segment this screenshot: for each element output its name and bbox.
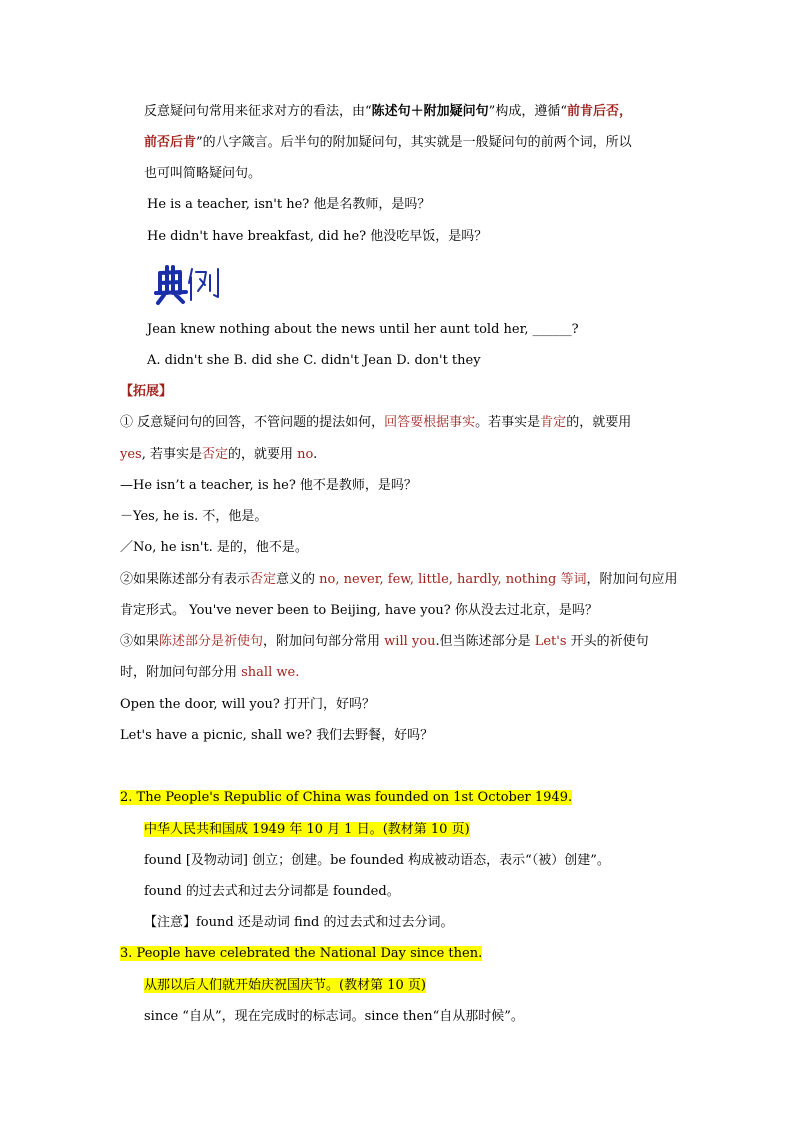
intro-text: 反意疑问句常用来征求对方的看法，由“: [144, 104, 372, 119]
rule-text: 时，附加问句部分用: [120, 665, 242, 680]
rule-text: ① 反意疑问句的回答，不管问题的提法如何，: [120, 415, 385, 430]
rule-emphasis: 否定: [250, 572, 277, 587]
expand-title: 【拓展】: [120, 384, 173, 399]
expand-rule-1: [120, 414, 631, 432]
example-line-2: Let's have a picnic, shall we? 我们去野餐，好吗？: [120, 728, 434, 743]
expand-rule-2-cont: 肯定形式。 You've never been to Beijing, have you? 你从没去过北京，是吗？: [120, 603, 598, 618]
rule-emphasis: yes: [120, 447, 142, 462]
intro-example-1: He is a teacher, isn't he? 他是名教师，是吗？: [147, 197, 431, 212]
rule-text: 开头的祈使句: [566, 634, 649, 649]
rule-emphasis: 否定: [201, 447, 228, 462]
rule-text: 的，就要用: [566, 415, 632, 430]
intro-line-1: [144, 103, 632, 121]
rule-text: ③如果: [120, 634, 160, 649]
rule-text: ②如果陈述部分有表示: [120, 572, 251, 587]
highlighted-translation: 中华人民共和国成 1949 年 10 月 1 日。(教材第 10 页): [144, 822, 470, 837]
rule-text: 。若事实是: [475, 415, 541, 430]
rule-text: 意义的: [276, 572, 320, 587]
expand-rule-1-cont: [120, 446, 317, 464]
expand-rule-3: [120, 633, 649, 651]
dialog-line-2: －Yes, he is. 不，他是。: [120, 509, 268, 524]
sample-logo-icon: [152, 263, 228, 305]
intro-rule: 前否后肯: [144, 135, 197, 150]
item-2-note-2: found 的过去式和过去分词都是 founded。: [144, 884, 400, 899]
rule-text: .但当陈述部分是: [435, 634, 535, 649]
expand-rule-3-cont: [120, 664, 299, 682]
rule-emphasis: will you: [384, 634, 436, 649]
rule-text: .: [313, 447, 318, 462]
intro-rule: 前肯后否，: [566, 104, 632, 119]
rule-text: , 若事实是: [141, 447, 202, 462]
expand-rule-2: [120, 571, 678, 589]
item-2-sentence: [120, 789, 572, 807]
intro-text: ”构成，遵循“: [488, 104, 567, 119]
intro-line-2: [144, 134, 632, 152]
question-options: A. didn't she B. did she C. didn't Jean D. don't they: [147, 353, 481, 368]
intro-line-3: 也可叫简略疑问句。: [144, 166, 262, 181]
item-2-note-3: 【注意】found 还是动词 find 的过去式和过去分词。: [144, 915, 454, 930]
item-2-note-1: found [及物动词] 创立；创建。be founded 构成被动语态，表示“（被）创建”。: [144, 853, 610, 868]
rule-text: 的，就要用: [228, 447, 298, 462]
dialog-line-3: ／No, he isn't. 是的，他不是。: [120, 540, 308, 555]
rule-text: ，附加问句部分常用: [263, 634, 385, 649]
rule-emphasis: no: [297, 447, 314, 462]
intro-text: ”的八字箴言。后半句的附加疑问句，其实就是一般疑问句的前两个词，所以: [196, 135, 632, 150]
rule-emphasis: no, never, few, little, hardly, nothing 等词: [319, 572, 587, 587]
highlighted-sentence: 2. The People's Republic of China was founded on 1st October 1949.: [120, 790, 573, 805]
question-stem: Jean knew nothing about the news until her aunt told her, ______?: [147, 322, 579, 337]
rule-emphasis: 回答要根据事实: [384, 415, 476, 430]
item-3-sentence: [120, 945, 482, 963]
item-3-note-1: since “自从”，现在完成时的标志词。since then“自从那时候”。: [144, 1009, 524, 1024]
rule-text: ，附加问句应用: [586, 572, 678, 587]
highlighted-sentence: 3. People have celebrated the National Day since then.: [120, 946, 483, 961]
example-line-1: Open the door, will you? 打开门，好吗？: [120, 697, 376, 712]
rule-emphasis: 陈述部分是祈使句: [159, 634, 264, 649]
item-3-translation: [144, 977, 426, 995]
rule-emphasis: 肯定: [540, 415, 567, 430]
intro-example-2: He didn't have breakfast, did he? 他没吃早饭，是吗？: [147, 229, 488, 244]
intro-emphasis: 陈述句＋附加疑问句: [371, 104, 489, 119]
rule-emphasis: shall we.: [241, 665, 300, 680]
rule-emphasis: Let's: [534, 634, 567, 649]
dialog-line-1: —He isn’t a teacher, is he? 他不是教师，是吗？: [120, 478, 417, 493]
highlighted-translation: 从那以后人们就开始庆祝国庆节。(教材第 10 页): [144, 978, 426, 993]
item-2-translation: [144, 821, 470, 839]
